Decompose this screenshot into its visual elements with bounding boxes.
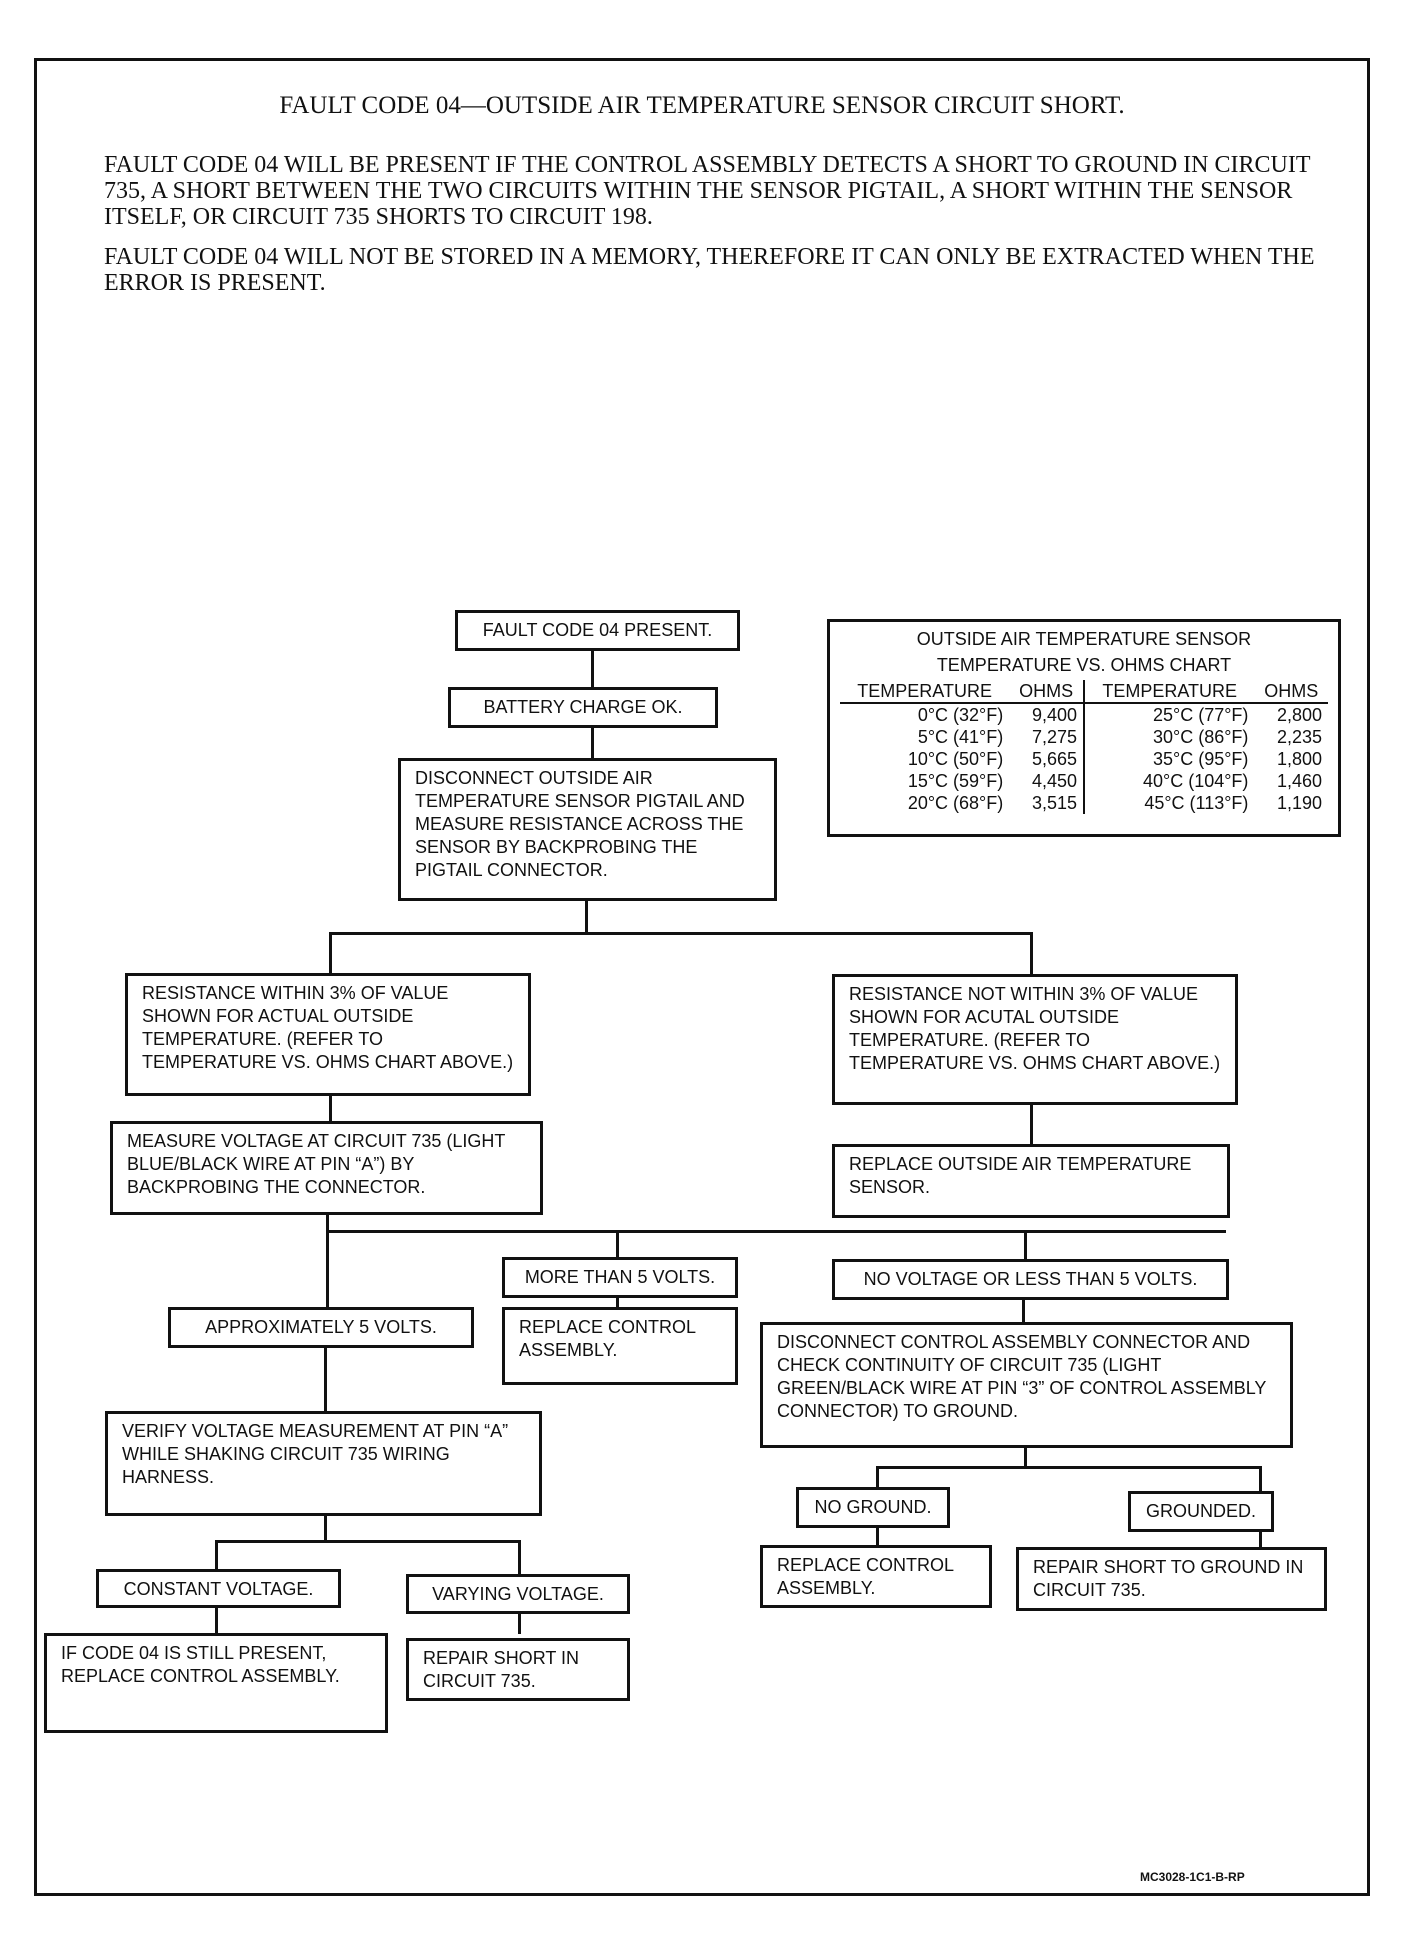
column-header-temperature: TEMPERATURE — [840, 680, 1009, 703]
connector-line — [329, 932, 332, 974]
connector-line — [1024, 1446, 1027, 1468]
no-ground-box: NO GROUND. — [796, 1487, 950, 1528]
connector-line — [326, 1213, 329, 1309]
code-still-present-box: IF CODE 04 IS STILL PRESENT, REPLACE CONTROL ASSEMBLY. — [44, 1633, 388, 1733]
connector-line — [518, 1612, 521, 1634]
resistance-within-box: RESISTANCE WITHIN 3% OF VALUE SHOWN FOR ACTUAL OUTSIDE TEMPERATURE. (REFER TO TEMPERATURE VS. OHMS CHART ABOVE.) — [125, 973, 531, 1096]
table-row — [840, 770, 1328, 792]
connector-line — [1259, 1466, 1262, 1492]
page-title: FAULT CODE 04—OUTSIDE AIR TEMPERATURE SENSOR CIRCUIT SHORT. — [279, 92, 1125, 119]
replace-sensor-box: REPLACE OUTSIDE AIR TEMPERATURE SENSOR. — [832, 1144, 1230, 1218]
chart-title-line-1: OUTSIDE AIR TEMPERATURE SENSOR — [916, 629, 1252, 649]
varying-voltage-box: VARYING VOLTAGE. — [406, 1574, 630, 1614]
intro-paragraph: FAULT CODE 04 WILL BE PRESENT IF THE CONTROL ASSEMBLY DETECTS A SHORT TO GROUND IN CIRCUIT 735, A SHORT BETWEEN THE TWO CIRCUITS WITHIN THE SENSOR PIGTAIL, A SHORT WITHIN THE SENSOR ITSELF, OR CIRCUIT 735 SHORTS TO CIRCUIT 198. — [104, 152, 1311, 230]
table-cell: 2,800 — [1276, 705, 1322, 725]
table-cell: 4,450 — [1031, 771, 1077, 791]
connector-line — [1030, 932, 1033, 975]
temperature-ohms-table — [840, 680, 1328, 814]
table-cell: 3,515 — [1031, 793, 1077, 813]
temperature-ohms-chart — [827, 619, 1341, 837]
column-header-temperature: TEMPERATURE — [1084, 680, 1254, 703]
repair-short-to-ground-box: REPAIR SHORT TO GROUND IN CIRCUIT 735. — [1016, 1547, 1327, 1611]
table-row — [840, 748, 1328, 770]
resistance-not-within-box: RESISTANCE NOT WITHIN 3% OF VALUE SHOWN FOR ACUTAL OUTSIDE TEMPERATURE. (REFER TO TEMPERATURE VS. OHMS CHART ABOVE.) — [832, 974, 1238, 1105]
connector-line — [329, 932, 1033, 935]
table-cell: 35°C (95°F) — [1084, 748, 1254, 770]
disconnect-control-assembly-box: DISCONNECT CONTROL ASSEMBLY CONNECTOR AND CHECK CONTINUITY OF CIRCUIT 735 (LIGHT GREEN/BLACK WIRE AT PIN “3” OF CONTROL ASSEMBLY CONNECTOR) TO GROUND. — [760, 1322, 1293, 1448]
table-cell: 20°C (68°F) — [907, 793, 1004, 813]
replace-control-assembly-box: REPLACE CONTROL ASSEMBLY. — [502, 1307, 738, 1385]
grounded-box: GROUNDED. — [1128, 1491, 1274, 1532]
table-row — [840, 703, 1328, 726]
connector-line — [876, 1466, 879, 1488]
repair-short-box: REPAIR SHORT IN CIRCUIT 735. — [406, 1638, 630, 1701]
connector-line — [1259, 1530, 1262, 1548]
constant-voltage-box: CONSTANT VOLTAGE. — [96, 1569, 341, 1608]
connector-line — [215, 1606, 218, 1634]
table-cell: 7,275 — [1031, 727, 1077, 747]
connector-line — [591, 726, 594, 759]
table-cell: 1,800 — [1276, 749, 1322, 769]
table-row — [840, 726, 1328, 748]
no-voltage-box: NO VOLTAGE OR LESS THAN 5 VOLTS. — [832, 1259, 1229, 1300]
table-cell: 40°C (104°F) — [1084, 770, 1254, 792]
figure-id: MC3028-1C1-B-RP — [1140, 1870, 1245, 1884]
start-box: FAULT CODE 04 PRESENT. — [455, 610, 740, 651]
approximately-5-volts-box: APPROXIMATELY 5 VOLTS. — [168, 1307, 474, 1348]
connector-line — [518, 1540, 521, 1575]
table-cell: 9,400 — [1031, 705, 1077, 725]
memory-note-paragraph: FAULT CODE 04 WILL NOT BE STORED IN A MEMORY, THEREFORE IT CAN ONLY BE EXTRACTED WHEN THE ERROR IS PRESENT. — [104, 244, 1315, 296]
chart-title-line-2: TEMPERATURE VS. OHMS CHART — [936, 655, 1232, 675]
table-cell: 25°C (77°F) — [1084, 703, 1254, 726]
connector-line — [329, 1094, 332, 1122]
connector-line — [215, 1540, 521, 1543]
measure-voltage-box: MEASURE VOLTAGE AT CIRCUIT 735 (LIGHT BLUE/BLACK WIRE AT PIN “A”) BY BACKPROBING THE CONNECTOR. — [110, 1121, 543, 1215]
column-header-ohms: OHMS — [1254, 680, 1328, 703]
connector-line — [1024, 1230, 1027, 1260]
connector-line — [876, 1466, 1262, 1469]
table-row — [840, 792, 1328, 814]
connector-line — [326, 1230, 1226, 1233]
table-cell: 5°C (41°F) — [917, 727, 1004, 747]
table-cell: 10°C (50°F) — [907, 749, 1004, 769]
table-cell: 45°C (113°F) — [1084, 792, 1254, 814]
table-cell: 15°C (59°F) — [907, 771, 1004, 791]
connector-line — [591, 648, 594, 688]
column-header-ohms: OHMS — [1009, 680, 1084, 703]
table-cell: 0°C (32°F) — [917, 705, 1004, 725]
connector-line — [616, 1230, 619, 1258]
connector-line — [1022, 1298, 1025, 1323]
replace-control-assembly-box: REPLACE CONTROL ASSEMBLY. — [760, 1545, 992, 1608]
table-header-row — [840, 680, 1328, 703]
verify-voltage-box: VERIFY VOLTAGE MEASUREMENT AT PIN “A” WHILE SHAKING CIRCUIT 735 WIRING HARNESS. — [105, 1411, 542, 1516]
connector-line — [215, 1540, 218, 1570]
more-than-5-volts-box: MORE THAN 5 VOLTS. — [502, 1257, 738, 1298]
disconnect-sensor-box: DISCONNECT OUTSIDE AIR TEMPERATURE SENSOR PIGTAIL AND MEASURE RESISTANCE ACROSS THE SENSOR BY BACKPROBING THE PIGTAIL CONNECTOR. — [398, 758, 777, 901]
table-cell: 2,235 — [1276, 727, 1322, 747]
connector-line — [324, 1514, 327, 1542]
connector-line — [585, 899, 588, 935]
connector-line — [876, 1526, 879, 1546]
table-cell: 30°C (86°F) — [1084, 726, 1254, 748]
connector-line — [1030, 1104, 1033, 1145]
table-cell: 5,665 — [1031, 749, 1077, 769]
table-cell: 1,190 — [1276, 793, 1322, 813]
table-cell: 1,460 — [1276, 771, 1322, 791]
battery-box: BATTERY CHARGE OK. — [448, 687, 718, 728]
connector-line — [324, 1345, 327, 1413]
